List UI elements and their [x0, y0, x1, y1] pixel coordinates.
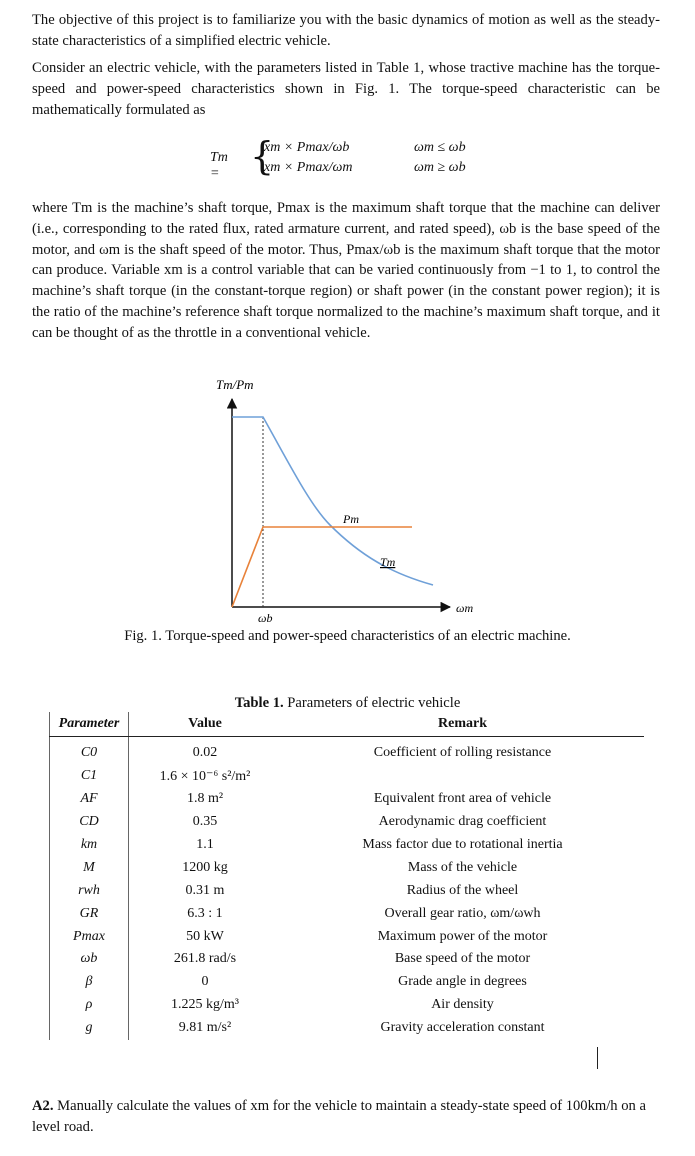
torque-curve: [232, 417, 433, 585]
value-cell: 1.1: [196, 837, 214, 852]
value-cell: 1200 kg: [182, 859, 228, 875]
equation-case-1: xm × Pmax/ωb: [264, 140, 350, 155]
torque-curve-label: Tm: [380, 555, 396, 569]
remark-cell: Equivalent front area of vehicle: [373, 791, 552, 807]
equation-lhs: Tm =: [210, 150, 228, 181]
parameter-cell: GR: [50, 902, 129, 925]
table-row: [50, 1017, 645, 1040]
x-axis-label: ωm: [456, 601, 474, 615]
table-row: [50, 856, 645, 879]
value-cell: 9.81 m/s²: [178, 1020, 232, 1036]
parameters-table: [49, 712, 644, 1040]
value-cell: 261.8 rad/s: [173, 951, 237, 967]
table-caption: [0, 695, 695, 712]
parameter-cell: AF: [50, 788, 129, 811]
remark-cell: Overall gear ratio, ωm/ωwh: [384, 905, 541, 921]
power-curve-label: Pm: [343, 512, 359, 526]
table-row: [50, 834, 645, 857]
parameter-cell: km: [50, 834, 129, 857]
remark-cell: Mass of the vehicle: [407, 859, 518, 875]
remark-cell: Maximum power of the motor: [377, 928, 548, 944]
table-row: [50, 971, 645, 994]
remark-cell: Aerodynamic drag coefficient: [378, 814, 547, 830]
table-row: [50, 994, 645, 1017]
header-value: Value: [129, 712, 282, 737]
remark-cell: Coefficient of rolling resistance: [373, 745, 552, 761]
parameter-cell: β: [50, 971, 129, 994]
torque-speed-figure: [200, 375, 500, 625]
intro-paragraph: The objective of this project is to familiarize you with the basic dynamics of motion as well as the steady-state characteristics of a simplified electric vehicle.: [32, 12, 660, 49]
remark-cell: Grade angle in degrees: [398, 974, 527, 990]
consider-paragraph: Consider an electric vehicle, with the parameters listed in Table 1, whose tractive machine has the torque-speed and power-speed characteristics shown in Fig. 1. The torque-speed characteristic can be mathematically formulated as: [32, 60, 660, 118]
parameter-cell: g: [50, 1017, 129, 1040]
value-cell: 1.6 × 10⁻⁶ s²/m²: [159, 768, 251, 784]
table-row: [50, 742, 645, 765]
equation-case-2: xm × Pmax/ωm: [264, 160, 353, 175]
value-cell: 0: [201, 974, 209, 990]
header-remark: Remark: [281, 712, 644, 737]
header-parameter: Parameter: [50, 712, 129, 737]
table-row: [50, 925, 645, 948]
figure-caption: Fig. 1. Torque-speed and power-speed characteristics of an electric machine.: [124, 628, 571, 644]
value-cell: 6.3 : 1: [187, 905, 223, 921]
parameter-cell: Pmax: [50, 925, 129, 948]
remark-cell: Mass factor due to rotational inertia: [362, 837, 563, 852]
value-cell: 1.8 m²: [186, 791, 224, 807]
table-caption-label: Table 1.: [234, 695, 284, 711]
definitions-paragraph: where Tm is the machine’s shaft torque, Pmax is the maximum shaft torque that the machine can deliver (i.e., corresponding to the rated flux, rated armature current, and rated speed), ωb is the base speed of the motor, and ωm is the shaft speed of the motor. Thus, Pmax/ωb is the maximum shaft torque that the motor can produce. Variable xm is a control variable that can be varied continuously from −1 to 1, to control the machine’s shaft torque (in the constant-torque region) or shaft power (in the constant power region); it is the ratio of the machine’s reference shaft torque normalized to the machine’s maximum shaft torque, and it can be thought of as the throttle in a conventional vehicle.: [32, 200, 660, 341]
parameter-cell: C1: [50, 765, 129, 788]
equation-brace: {: [250, 134, 275, 178]
value-cell: 0.35: [192, 814, 218, 830]
base-speed-label: ωb: [258, 611, 273, 625]
value-cell: 1.225 kg/m³: [171, 997, 239, 1013]
parameter-cell: C0: [50, 742, 129, 765]
remark-cell: Radius of the wheel: [406, 882, 519, 898]
parameter-cell: M: [50, 856, 129, 879]
table-row: [50, 788, 645, 811]
question-text: Manually calculate the values of xm for the vehicle to maintain a steady-state speed of 100km/h on a level road.: [32, 1098, 646, 1135]
remark-cell: Air density: [431, 997, 494, 1013]
parameter-cell: rwh: [50, 879, 129, 902]
table-row: [50, 879, 645, 902]
equation-condition-2: ωm ≥ ωb: [414, 160, 466, 175]
value-cell: 50 kW: [186, 928, 224, 944]
text-cursor: [597, 1047, 598, 1069]
table-caption-text: Parameters of electric vehicle: [283, 695, 461, 711]
remark-cell: Base speed of the motor: [394, 951, 531, 967]
parameter-cell: CD: [50, 811, 129, 834]
table-row: [50, 902, 645, 925]
question-a2: [32, 1096, 662, 1138]
parameter-cell: ρ: [50, 994, 129, 1017]
remark-cell: Gravity acceleration constant: [380, 1020, 545, 1036]
y-axis-label: Tm/Pm: [216, 377, 254, 392]
value-cell: 0.02: [192, 745, 218, 761]
table-header-row: [50, 712, 645, 737]
table-row: [50, 948, 645, 971]
table-row: [50, 765, 645, 788]
equation-condition-1: ωm ≤ ωb: [414, 140, 466, 155]
parameter-cell: ωb: [50, 948, 129, 971]
remark-cell: [281, 765, 644, 788]
table-row: [50, 811, 645, 834]
question-label: A2.: [32, 1098, 54, 1114]
value-cell: 0.31 m: [185, 882, 225, 898]
